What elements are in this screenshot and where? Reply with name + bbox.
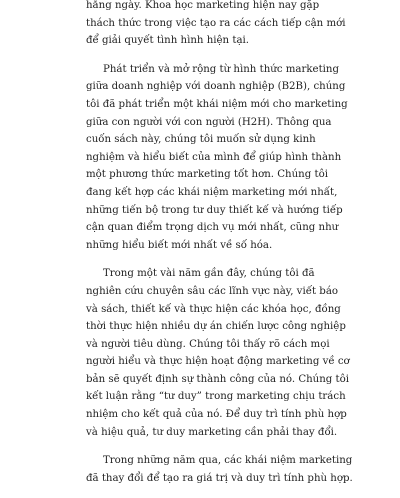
paragraph-4 [86,452,353,487]
text-line: đã thay đổi để tạo ra giá trị và duy trì tính phù hợp. [86,472,353,484]
text-line: những hiểu biết mới nhất về số hóa. [86,239,273,251]
text-line: nghiệm và hiểu biết của mình để giúp hình thành [86,151,342,163]
text-line: Phát triển và mở rộng từ hình thức marketing [103,63,340,75]
text-line: bản sẽ quyết định sự thành công của nó. Chúng tôi [86,373,350,385]
text-line: và người tiêu dùng. Chúng tôi thấy rõ cách mọi [86,338,330,350]
text-line: giữa doanh nghiệp với doanh nghiệp (B2B), chúng [86,81,346,93]
text-line: người hiểu và thực hiện hoạt động marketing về cơ [86,356,350,368]
text-line: thời thực hiện nhiều dự án chiến lược công nghiệp [86,321,346,333]
text-line: cận quan điểm trọng dịch vụ mới nhất, cũng như [86,222,339,234]
paragraph-3 [86,265,350,441]
text-column [86,0,353,498]
text-line: và sách, thiết kế và thực hiện các khóa học, đồng [86,303,341,315]
paragraph-1 [86,0,346,50]
text-line: thách thức trong việc tạo ra các cách tiếp cận mới [86,17,346,29]
text-line: để giải quyết tình hình hiện tại. [86,35,250,47]
text-line: nghiên cứu chuyên sâu các lĩnh vực này, viết báo [86,285,339,297]
text-line: kết luận rằng “tư duy” trong marketing chịu trách [86,391,346,403]
text-line: Trong một vài năm gần đây, chúng tôi đã [103,268,315,280]
text-line: và hiệu quả, tư duy marketing cần phải thay đổi. [86,426,338,438]
text-line: hằng ngày. Khoa học marketing hiện nay gặp [86,0,320,11]
text-line: đang kết hợp các khái niệm marketing mới nhất, [86,186,338,198]
text-line: những tiến bộ trong tư duy thiết kế và hướng tiếp [86,204,343,216]
text-line: một phương thức marketing tốt hơn. Chúng tôi [86,169,328,181]
paragraph-2 [86,61,348,255]
text-line: tôi đã phát triển một khái niệm mới cho marketing [86,98,348,110]
text-line: giữa con người với con người (H2H). Thông qua [86,116,332,128]
text-line: Trong những năm qua, các khái niệm marketing [103,455,353,467]
text-line: nhiệm cho kết quả của nó. Để duy trì tính phù hợp [86,409,347,421]
text-line: cuốn sách này, chúng tôi muốn sử dụng kinh [86,134,316,146]
